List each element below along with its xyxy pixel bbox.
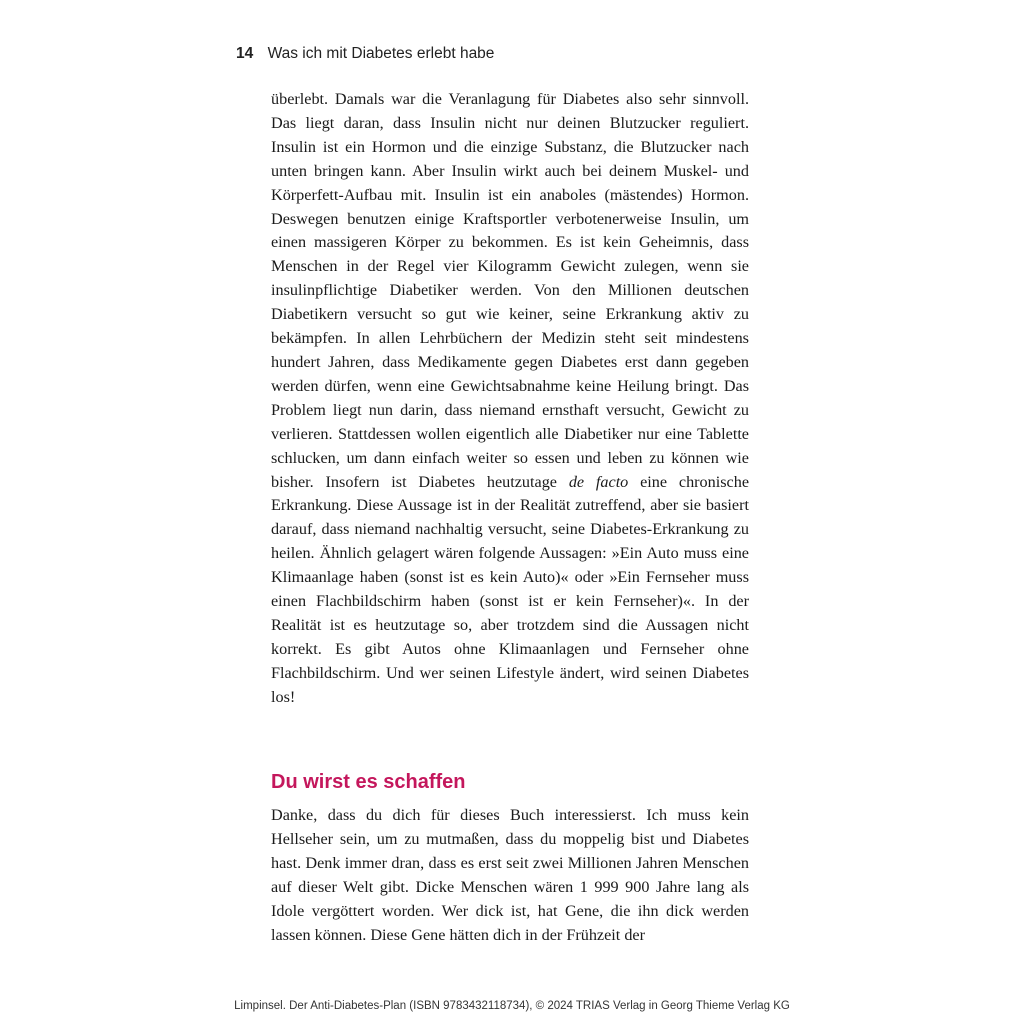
body-paragraph-1 (271, 88, 749, 710)
page-header (236, 43, 494, 65)
page-number: 14 (236, 45, 254, 62)
paragraph-text (271, 88, 749, 710)
paragraph-text: Danke, dass du dich für dieses Buch interessierst. Ich muss kein Hellseher sein, um zu mutmaßen, dass du moppelig bist und Diabetes hast. Denk immer dran, dass es erst seit zwei Millionen Jahren Menschen auf dieser Welt gibt. Dicke Menschen wären 1 999 900 Jahre lang als Idole vergöttert worden. Wer dick ist, hat Gene, die ihn dick werden lassen können. Diese Gene hätten dich in der Frühzeit der (271, 806, 749, 944)
running-title: Was ich mit Diabetes erlebt habe (267, 45, 495, 62)
paragraph-text-part-2: eine chronische Erkrankung. Diese Aussage ist in der Realität zutreffend, aber sie basiert darauf, dass niemand nachhaltig versucht, seine Diabetes-Erkrankung zu heilen. Ähnlich gelagert wären folgende Aussagen: »Ein Auto muss eine Klimaanlage haben (sonst ist es kein Auto)« oder »Ein Fernseher muss einen Flachbildschirm haben (sonst ist er kein Fernseher)«. In der Realität ist es heutzutage so, aber trotzdem sind die Aussagen nicht korrekt. Es gibt Autos ohne Klimaanlagen und Fernseher ohne Flachbildschirm. Und wer seinen Lifestyle ändert, wird seinen Diabetes los! (271, 472, 750, 706)
page-footer-copyright: Limpinsel. Der Anti-Diabetes-Plan (ISBN 9783432118734), © 2024 TRIAS Verlag in Georg Thieme Verlag KG (234, 1000, 790, 1012)
paragraph-text-part-1: überlebt. Damals war die Veranlagung für Diabetes also sehr sinnvoll. Das liegt daran, dass Insulin nicht nur deinen Blutzucker reguliert. Insulin ist ein Hormon und die einzige Substanz, die Blutzucker nach unten bringen kann. Aber Insulin wirkt auch bei deinem Muskel- und Körperfett-Aufbau mit. Insulin ist ein anaboles (mästendes) Hormon. Deswegen benutzen einige Kraftsportler verbotenerweise Insulin, um einen massigeren Körper zu bekommen. Es ist kein Geheimnis, dass Menschen in der Regel vier Kilogramm Gewicht zulegen, wenn sie insulinpflichtige Diabetiker werden. Von den Millionen deutschen Diabetikern versucht so gut wie keiner, seine Erkrankung aktiv zu bekämpfen. In allen Lehrbüchern der Medizin steht seit mindestens hundert Jahren, dass Medikamente gegen Diabetes erst dann gegeben werden dürfen, wenn eine Gewichtsabnahme keine Heilung bringt. Das Problem liegt nun darin, dass niemand ernsthaft versucht, Gewicht zu verlieren. Stattdessen wollen eigentlich alle Diabetiker nur eine Tablette schlucken, um dann einfach weiter so essen und leben zu können wie bisher. Insofern ist Diabetes heutzutage (271, 90, 749, 491)
body-paragraph-2 (271, 804, 749, 947)
italic-phrase: de facto (568, 472, 629, 491)
section-heading: Du wirst es schaffen (271, 771, 466, 793)
